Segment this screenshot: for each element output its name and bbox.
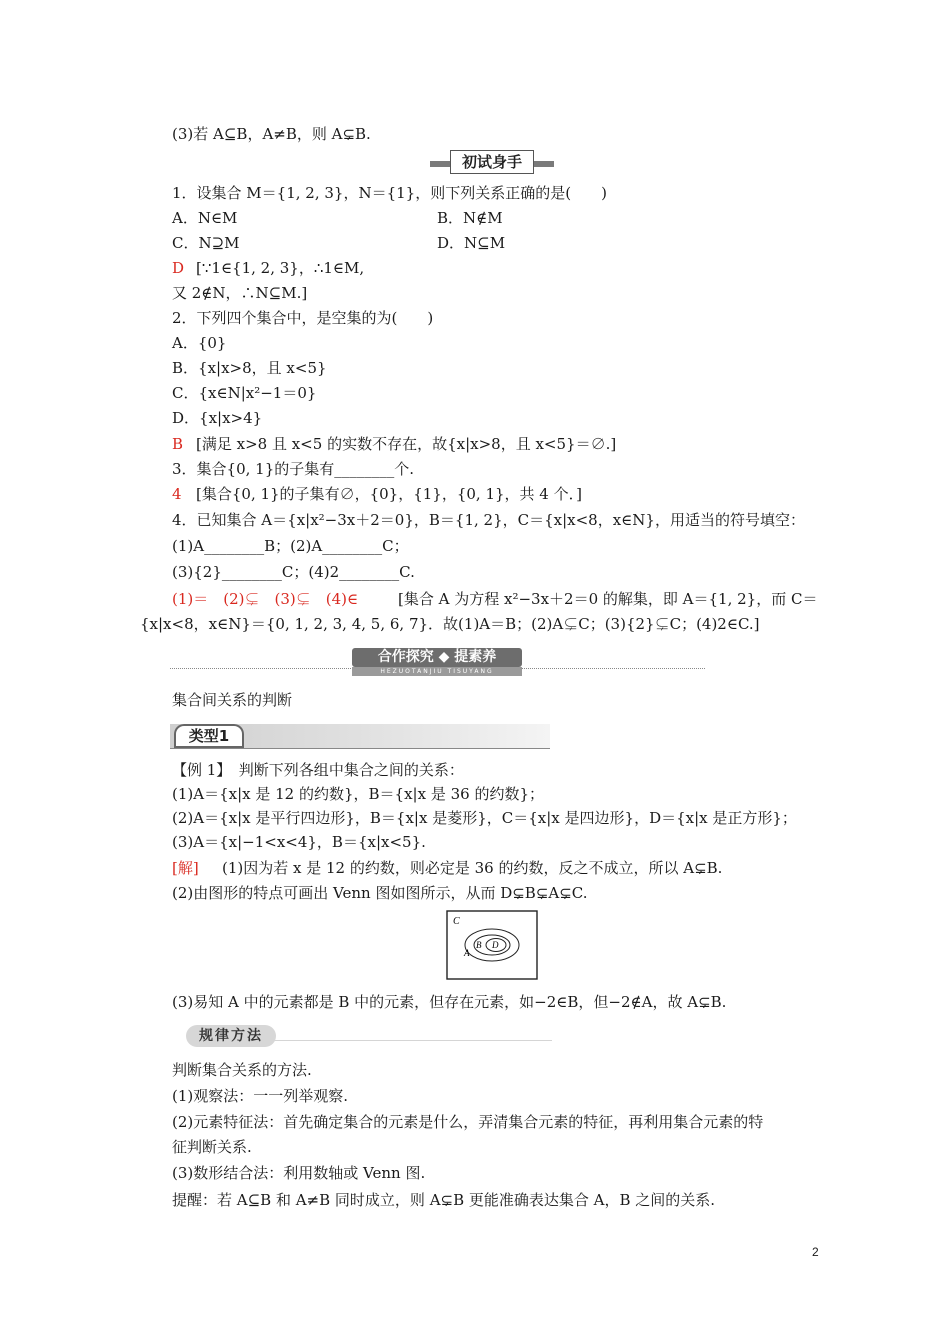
page-number: 2	[812, 1245, 819, 1259]
option-c: C．N⊇M	[172, 234, 240, 252]
answer-text: [∵1∈{1, 2, 3}，∴1∈M,	[196, 259, 365, 277]
venn-label-b: B	[476, 940, 482, 950]
question-3: 3．集合{0, 1}的子集有________个.	[172, 460, 415, 478]
method-rule	[272, 1040, 552, 1041]
option-d: D．{x|x>4}	[172, 409, 263, 427]
section-banner-explore	[170, 648, 705, 678]
answer-text: [满足 x>8 且 x<5 的实数不存在，故{x|x>8，且 x<5}＝∅.]	[196, 435, 617, 453]
method-text: (1)观察法：一一列举观察.	[172, 1087, 349, 1105]
question-1: 1．设集合 M＝{1, 2, 3}，N＝{1}，则下列关系正确的是( )	[172, 184, 607, 202]
topic-heading: 集合间关系的判断	[172, 691, 293, 709]
solution-text: (3)易知 A 中的元素都是 B 中的元素，但存在元素，如−2∈B，但−2∉A，故 A⊊B.	[172, 993, 727, 1011]
example-title: 【例 1】 判断下列各组中集合之间的关系：	[172, 761, 464, 779]
solution-text: (2)由图形的特点可画出 Venn 图如图所示，从而 D⊊B⊊A⊊C.	[172, 884, 588, 902]
banner-subtitle: HEZUOTANJIU TISUYANG	[352, 667, 522, 676]
method-text: 判断集合关系的方法.	[172, 1061, 312, 1079]
option-c: C．{x∈N|x²−1＝0}	[172, 384, 317, 402]
method-text: 征判断关系.	[172, 1138, 252, 1156]
option-b: B．N∉M	[437, 209, 503, 227]
answer-text: 又 2∉N，∴N⊆M.]	[172, 284, 308, 302]
venn-label-c: C	[453, 916, 460, 927]
method-text: (3)数形结合法：利用数轴或 Venn 图.	[172, 1164, 426, 1182]
section-banner-trial	[430, 150, 554, 174]
option-d: D．N⊆M	[437, 234, 506, 252]
type-label: 类型1	[174, 724, 244, 748]
option-a: A．{0}	[172, 334, 227, 352]
banner-label: 合作探究 ◆ 提素养	[352, 648, 522, 667]
question-2: 2．下列四个集合中，是空集的为( )	[172, 309, 434, 327]
banner-label: 初试身手	[450, 150, 534, 174]
answer-letter: B	[172, 435, 184, 453]
venn-diagram	[446, 910, 538, 980]
text-line: (3)若 A⊆B，A≠B，则 A⊊B.	[172, 125, 371, 143]
question-4-part: (3){2}________C；(4)2________C.	[172, 563, 415, 581]
example-part: (2)A＝{x|x 是平行四边形}，B＝{x|x 是菱形}，C＝{x|x 是四边形}，D＝{x|x 是正方形}；	[172, 809, 797, 827]
venn-label-a: A	[464, 948, 470, 958]
answer-text: [集合{0, 1}的子集有∅，{0}，{1}，{0, 1}，共 4 个．]	[196, 485, 582, 503]
example-part: (1)A＝{x|x 是 12 的约数}，B＝{x|x 是 36 的约数}；	[172, 785, 545, 803]
solution-label: [解]	[172, 859, 199, 877]
answer-text: [集合 A 为方程 x²−3x＋2＝0 的解集，即 A＝{1, 2}，而 C＝	[398, 590, 818, 608]
answer-text: {x|x<8，x∈N}＝{0, 1, 2, 3, 4, 5, 6, 7}．故(1)A＝B；(2)A⊊C；(3){2}⊊C；(4)2∈C.]	[140, 615, 760, 633]
venn-label-d: D	[492, 940, 499, 950]
method-banner	[172, 1025, 552, 1047]
method-text: (2)元素特征法：首先确定集合的元素是什么，弄清集合元素的特征，再利用集合元素的特	[172, 1113, 764, 1131]
example-part: (3)A＝{x|−1<x<4}，B＝{x|x<5}.	[172, 833, 426, 851]
reminder-text: 提醒：若 A⊆B 和 A≠B 同时成立，则 A⊊B 更能准确表达集合 A，B 之间的关系.	[172, 1191, 716, 1209]
answer-letter: 4	[172, 485, 182, 503]
type-banner	[170, 724, 550, 749]
answer-letter: D	[172, 259, 185, 277]
method-label: 规律方法	[186, 1025, 276, 1047]
option-b: B．{x|x>8，且 x<5}	[172, 359, 327, 377]
option-a: A．N∈M	[172, 209, 238, 227]
question-4: 4．已知集合 A＝{x|x²−3x＋2＝0}，B＝{1, 2}，C＝{x|x<8，x∈N}，用适当的符号填空：	[172, 511, 805, 529]
solution-text: (1)因为若 x 是 12 的约数，则必定是 36 的约数，反之不成立，所以 A⊊B.	[222, 859, 723, 877]
answer-symbols: (1)＝ (2)⊊ (3)⊊ (4)∈	[172, 590, 359, 608]
question-4-part: (1)A________B；(2)A________C；	[172, 537, 409, 555]
